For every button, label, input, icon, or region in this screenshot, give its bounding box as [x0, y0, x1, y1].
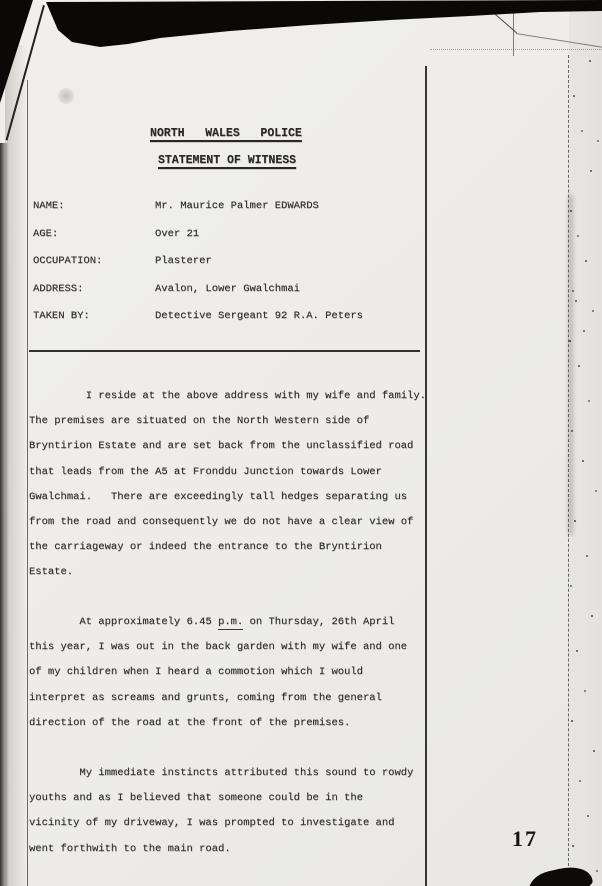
field-row-age — [33, 221, 425, 249]
statement-line: At approximately 6.45 p.m. on Thursday, 26th April — [29, 616, 395, 628]
field-label: AGE: — [33, 227, 59, 240]
right-page-edge-speckle-band — [569, 10, 602, 886]
field-value: Detective Sergeant 92 R.A. Peters — [155, 310, 363, 322]
statement-line: from the road and consequently we do not have a clear view of — [29, 516, 414, 529]
statement-line: interpret as screams and grunts, coming from the general — [29, 691, 382, 704]
statement-line: direction of the road at the front of the premises. — [29, 716, 351, 729]
field-label: TAKEN BY: — [33, 310, 90, 322]
statement-line: Estate. — [29, 566, 74, 579]
field-label: NAME: — [33, 200, 65, 212]
pm-underline-mark — [218, 629, 243, 630]
statement-line: Gwalchmai. There are exceedingly tall hedges separating us — [29, 490, 408, 503]
right-page-edge-line — [568, 55, 569, 886]
field-value: Mr. Maurice Palmer EDWARDS — [155, 200, 319, 212]
field-row-taken-by — [33, 303, 425, 331]
statement-line: The premises are situated on the North Western side of — [29, 415, 370, 428]
statement-line: of my children when I heard a commotion which I would — [29, 666, 363, 679]
statement-line: vicinity of my driveway, I was prompted to investigate and — [29, 817, 395, 830]
top-right-vertical-tick — [513, 8, 514, 56]
statement-paragraph-1 — [29, 384, 439, 586]
left-margin-rule — [27, 80, 28, 886]
field-label: ADDRESS: — [33, 282, 84, 295]
underlying-page-edge-dotted-line — [430, 49, 602, 50]
witness-details-block — [33, 193, 425, 331]
field-label: OCCUPATION: — [33, 255, 103, 267]
left-scan-edge-strip — [0, 143, 9, 886]
statement-line: My immediate instincts attributed this sound to rowdy — [29, 767, 414, 779]
paper-smudge — [58, 88, 74, 104]
field-value: Over 21 — [155, 227, 200, 240]
field-value: Avalon, Lower Gwalchmai — [155, 282, 300, 295]
statement-line: youths and as I believed that someone could be in the — [29, 792, 363, 805]
document-title: NORTH WALES POLICE — [150, 127, 302, 140]
statement-line: I reside at the above address with my wife and family. — [29, 390, 426, 402]
page-number: 17 — [512, 826, 538, 851]
statement-paragraph-3 — [29, 761, 439, 862]
section-divider-line — [29, 350, 420, 352]
field-row-name — [33, 193, 425, 221]
field-row-address — [33, 276, 425, 304]
statement-line: the carriageway or indeed the entrance to the Bryntirion — [29, 541, 382, 554]
statement-line: this year, I was out in the back garden with my wife and one — [29, 641, 408, 654]
statement-line: that leads from the A5 at Fronddu Junction towards Lower — [29, 465, 382, 478]
statement-line: Bryntirion Estate and are set back from the unclassified road — [29, 440, 414, 453]
field-value: Plasterer — [155, 255, 212, 267]
statement-line: went forthwith to the main road. — [29, 842, 231, 855]
field-row-occupation — [33, 248, 425, 276]
document-subtitle: STATEMENT OF WITNESS — [158, 154, 297, 167]
